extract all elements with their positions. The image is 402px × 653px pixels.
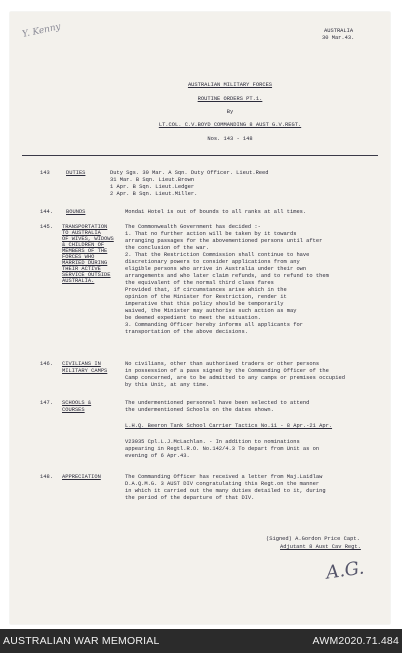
item-heading: DUTIES — [66, 170, 86, 176]
item-heading-line: OF WIVES, WIDOWS — [62, 236, 114, 242]
item-line: 31 Mar. B Sqn. Lieut.Brown — [110, 177, 195, 183]
item-heading: APPRECIATION — [62, 474, 101, 480]
item-line: V23035 Cpl.L.J.McLachlan. - In addition to nominations — [125, 439, 300, 445]
item-number: 144. — [40, 209, 53, 215]
item-heading-line: SCHOOLS & — [62, 400, 92, 406]
item-line: D.A.Q.M.G. 3 AUST DIV congratulating this Regt.on the manner — [125, 481, 320, 487]
item-line: 3. Commanding Officer hereby informs all applicants for — [125, 322, 303, 328]
item-line: in possession of a pass signed by the Commanding Officer of the — [125, 368, 329, 374]
item-heading-line: TRANSPORTATION — [62, 224, 108, 230]
item-heading-line: TO AUSTRALIA — [62, 230, 101, 236]
document-commander: LT.COL. C.V.BOYD COMMANDING 8 AUST G.V.REGT. — [158, 122, 302, 128]
footer-bar — [0, 629, 402, 653]
order-numbers: Nos. 143 - 148 — [207, 136, 253, 142]
header-date: 30 Mar.43. — [322, 35, 355, 41]
item-line: 2 Apr. B Sqn. Lieut.Miller. — [110, 191, 198, 197]
item-heading-line: COURSES — [62, 407, 85, 413]
item-line: 1. That no further action will be taken by it towards — [125, 231, 297, 237]
item-number: 146. — [40, 361, 53, 367]
item-line: the undermentioned Schools on the dates shown. — [125, 407, 274, 413]
item-number: 143 — [40, 170, 50, 176]
item-line: the period of the departure of that DIV. — [125, 495, 255, 501]
header-place: AUSTRALIA — [324, 28, 354, 34]
item-line: waived, the Minister may authorise such action as may — [125, 308, 297, 314]
item-line: in which it carried out the many duties detailed to it, during — [125, 488, 326, 494]
document-by: By — [226, 109, 234, 115]
item-line: L.H.Q. Beeron Tank School Carrier Tactics No.11 - 8 Apr.-21 Apr. — [125, 423, 333, 429]
item-line: arrangements and who later claim refunds, and to refund to them — [125, 273, 329, 279]
item-line: Provided that, if circumstances arise which in the — [125, 287, 287, 293]
document-subtitle: ROUTINE ORDERS PT.1. — [197, 96, 263, 102]
item-line: 2. That the Restriction Commission shall continue to have — [125, 252, 310, 258]
item-heading-line: THEIR ACTIVE — [62, 266, 101, 272]
item-line: The Commanding Officer has received a letter from Maj.Laidlaw — [125, 474, 323, 480]
item-line: discretionary powers to consider applications from any — [125, 259, 300, 265]
item-number: 145. — [40, 224, 53, 230]
item-number: 147. — [40, 400, 53, 406]
footer-accession-number: AWM2020.71.484 — [312, 635, 399, 647]
item-heading: BOUNDS — [66, 209, 86, 215]
item-line: Mondai Hotel is out of bounds to all ranks at all times. — [125, 209, 307, 215]
item-line: Duty Sgs. 30 Mar. A Sqn. Duty Officer. Lieut.Reed — [110, 170, 269, 176]
item-heading-line: SERVICE OUTSIDE — [62, 272, 111, 278]
handwritten-initials: A.G. — [324, 557, 366, 584]
item-line: imperative that this policy should be temporarily — [125, 301, 284, 307]
item-heading-line: MILITARY CAMPS — [62, 368, 108, 374]
item-line: be deemed expedient to meet the situation. — [125, 315, 261, 321]
document-title: AUSTRALIAN MILITARY FORCES — [187, 82, 273, 88]
item-line: the conclusion of the war. — [125, 245, 210, 251]
margin-note: Y. Kenny — [21, 22, 62, 40]
item-line: No civilians, other than authorised traders or other persons — [125, 361, 320, 367]
item-heading-line: MEMBERS OF THE — [62, 248, 108, 254]
item-line: The undermentioned personnel have been selected to attend — [125, 400, 310, 406]
item-line: by this Unit, at any time. — [125, 382, 210, 388]
item-line: evening of 6 Apr.43. — [125, 453, 190, 459]
signature-title: Adjutant 8 Aust Cav Regt. — [280, 544, 361, 550]
item-line: 1 Apr. B Sqn. Lieut.Ledger — [110, 184, 195, 190]
item-line: appearing in Regtl.R.O. No.142/4.3 To depart from Unit as on — [125, 446, 320, 452]
item-line: opinion of the Minister for Restriction, render it — [125, 294, 287, 300]
header-rule — [22, 155, 378, 156]
item-line: eligible persons who arrive in Australia under their own — [125, 266, 307, 272]
item-line: arranging passages for the abovementioned persons until after — [125, 238, 323, 244]
item-line: the equivalent of the normal third class fares — [125, 280, 274, 286]
item-line: transportation of the above decisions. — [125, 329, 248, 335]
footer-source: AUSTRALIAN WAR MEMORIAL — [3, 635, 160, 647]
item-heading-line: FORCES WHO — [62, 254, 95, 260]
item-number: 148. — [40, 474, 53, 480]
signature-line: (Signed) A.Gordon Price Capt. — [266, 536, 360, 542]
item-heading-line: AUSTRALIA. — [62, 278, 95, 284]
item-heading-line: MARRIED DURING — [62, 260, 108, 266]
item-line: The Commonwealth Government has decided :- — [125, 224, 261, 230]
item-line: Camp concerned, are to be admitted to any camps or premises occupied — [125, 375, 345, 381]
item-heading-line: CIVILIANS IN — [62, 361, 101, 367]
item-heading-line: & CHILDREN OF — [62, 242, 105, 248]
